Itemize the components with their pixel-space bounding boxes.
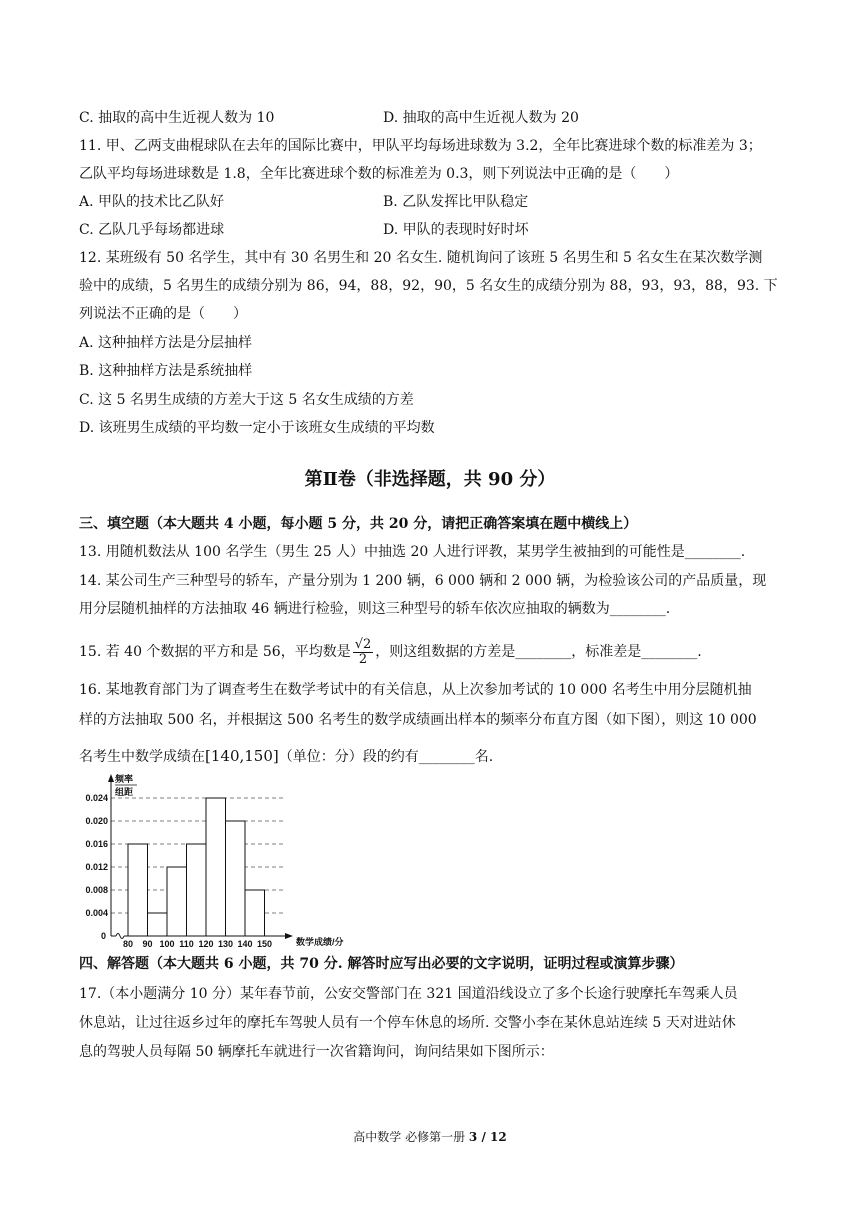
y-tick-label: 0.008 xyxy=(85,885,108,895)
histogram-bar xyxy=(167,867,187,936)
q15-text-after: ，则这组数据的方差是________，标准差是________. xyxy=(375,644,702,660)
q13-stem: 13. 用随机数法从 100 名学生（男生 25 人）中抽选 20 人进行评教，某男学生被抽到的可能性是________. xyxy=(79,544,746,560)
page-footer xyxy=(0,1128,860,1145)
q10-option-d: D. 抽取的高中生近视人数为 20 xyxy=(383,110,579,126)
x-tick-label: 120 xyxy=(198,939,214,949)
origin-label: 0 xyxy=(100,931,106,941)
section3-heading: 三、填空题（本大题共 4 小题，每小题 5 分，共 20 分，请把正确答案填在题中横线上） xyxy=(79,516,638,532)
y-axis-label-top: 频率 xyxy=(115,774,134,784)
x-tick-label: 130 xyxy=(217,939,234,949)
page-number: 3 / 12 xyxy=(468,1130,507,1144)
q11-option-b: B. 乙队发挥比甲队稳定 xyxy=(383,194,529,210)
q12-option-b: B. 这种抽样方法是系统抽样 xyxy=(79,363,253,379)
q17-stem-line3: 息的驾驶人员每隔 50 辆摩托车就进行一次省籍询问，询问结果如下图所示： xyxy=(79,1044,554,1060)
q12-option-d: D. 该班男生成绩的平均数一定小于该班女生成绩的平均数 xyxy=(79,420,435,436)
y-tick-label: 0.024 xyxy=(85,793,108,803)
histogram-bar xyxy=(206,798,226,936)
q16-stem-line2: 样的方法抽取 500 名，并根据这 500 名考生的数学成绩画出样本的频率分布直方图（如下图），则这 10 000 xyxy=(79,712,757,728)
q15-text-before: 15. 若 40 个数据的平方和是 56，平均数是 xyxy=(79,644,351,660)
q16-stem-line1: 16. 某地教育部门为了调查考生在数学考试中的有关信息，从上次参加考试的 10 000 名考生中用分层随机抽 xyxy=(79,682,752,698)
sqrt2-over-2-fraction xyxy=(353,638,374,667)
q16-stem-line3 xyxy=(79,746,493,767)
fraction-numerator: √2 xyxy=(354,636,372,652)
x-tick-label: 110 xyxy=(179,939,194,949)
q16-text-after: （单位：分）段的约有________名. xyxy=(278,749,494,765)
footer-text: 高中数学 必修第一册 xyxy=(353,1130,469,1144)
q11-option-c: C. 乙队几乎每场都进球 xyxy=(79,222,225,238)
frequency-histogram xyxy=(76,770,366,950)
q11-stem-line2: 乙队平均每场进球数是 1.8，全年比赛进球个数的标准差为 0.3，则下列说法中正确的是（ ） xyxy=(79,166,679,182)
score-interval: [140,150] xyxy=(205,747,279,765)
q14-stem-line1: 14. 某公司生产三种型号的轿车，产量分别为 1 200 辆，6 000 辆和 2 000 辆，为检验该公司的产品质量，现 xyxy=(79,573,767,589)
q11-stem-line1: 11. 甲、乙两支曲棍球队在去年的国际比赛中，甲队平均每场进球数为 3.2，全年比赛进球个数的标准差为 3； xyxy=(79,138,762,154)
histogram-bar xyxy=(245,890,265,936)
fraction-denominator: 2 xyxy=(358,651,368,667)
q12-stem-line1: 12. 某班级有 50 名学生，其中有 30 名男生和 20 名女生. 随机询问了该班 5 名男生和 5 名女生在某次数学测 xyxy=(79,250,763,266)
part2-title: 第Ⅱ卷（非选择题，共 90 分） xyxy=(304,469,556,490)
x-tick-label: 140 xyxy=(237,939,253,949)
histogram-bar xyxy=(128,844,148,936)
q11-option-d: D. 甲队的表现时好时坏 xyxy=(383,222,529,238)
q15-stem xyxy=(79,635,702,669)
x-axis-label: 数学成绩/分 xyxy=(296,937,344,947)
y-tick-label: 0.016 xyxy=(85,839,108,849)
y-tick-label: 0.012 xyxy=(85,862,108,872)
axis-break-mark xyxy=(116,934,124,939)
q14-stem-line2: 用分层随机抽样的方法抽取 46 辆进行检验，则这三种型号的轿车依次应抽取的辆数为________. xyxy=(79,601,671,617)
q12-option-c: C. 这 5 名男生成绩的方差大于这 5 名女生成绩的方差 xyxy=(79,392,414,408)
q17-stem-line1: 17.（本小题满分 10 分）某年春节前，公安交警部门在 321 国道沿线设立了多个长途行驶摩托车驾乘人员 xyxy=(79,986,738,1002)
q12-stem-line3: 列说法不正确的是（ ） xyxy=(79,306,247,322)
x-tick-label: 80 xyxy=(122,939,134,949)
x-tick-label: 90 xyxy=(142,939,153,949)
histogram-bar xyxy=(148,913,168,936)
q12-stem-line2: 验中的成绩，5 名男生的成绩分别为 86，94，88，92，90，5 名女生的成绩分别为 88，93，93，88，93. 下 xyxy=(79,278,778,294)
q12-option-a: A. 这种抽样方法是分层抽样 xyxy=(79,335,253,351)
q11-option-a: A. 甲队的技术比乙队好 xyxy=(79,194,225,210)
y-axis-arrow xyxy=(108,774,114,782)
x-tick-label: 100 xyxy=(159,939,175,949)
y-tick-label: 0.020 xyxy=(85,816,108,826)
q17-stem-line2: 休息站，让过往返乡过年的摩托车驾驶人员有一个停车休息的场所. 交警小李在某休息站连续 5 天对进站休 xyxy=(79,1015,736,1031)
x-axis-arrow xyxy=(285,933,293,939)
y-axis-label-bottom: 组距 xyxy=(115,787,134,797)
histogram-bar xyxy=(226,821,246,936)
y-tick-label: 0.004 xyxy=(85,908,108,918)
section4-heading: 四、解答题（本大题共 6 小题，共 70 分. 解答时应写出必要的文字说明，证明过程或演算步骤） xyxy=(79,956,684,972)
histogram-bar xyxy=(187,844,207,936)
q10-option-c: C. 抽取的高中生近视人数为 10 xyxy=(79,110,275,126)
q16-text-before: 名考生中数学成绩在 xyxy=(79,749,205,765)
x-tick-label: 150 xyxy=(256,939,273,949)
